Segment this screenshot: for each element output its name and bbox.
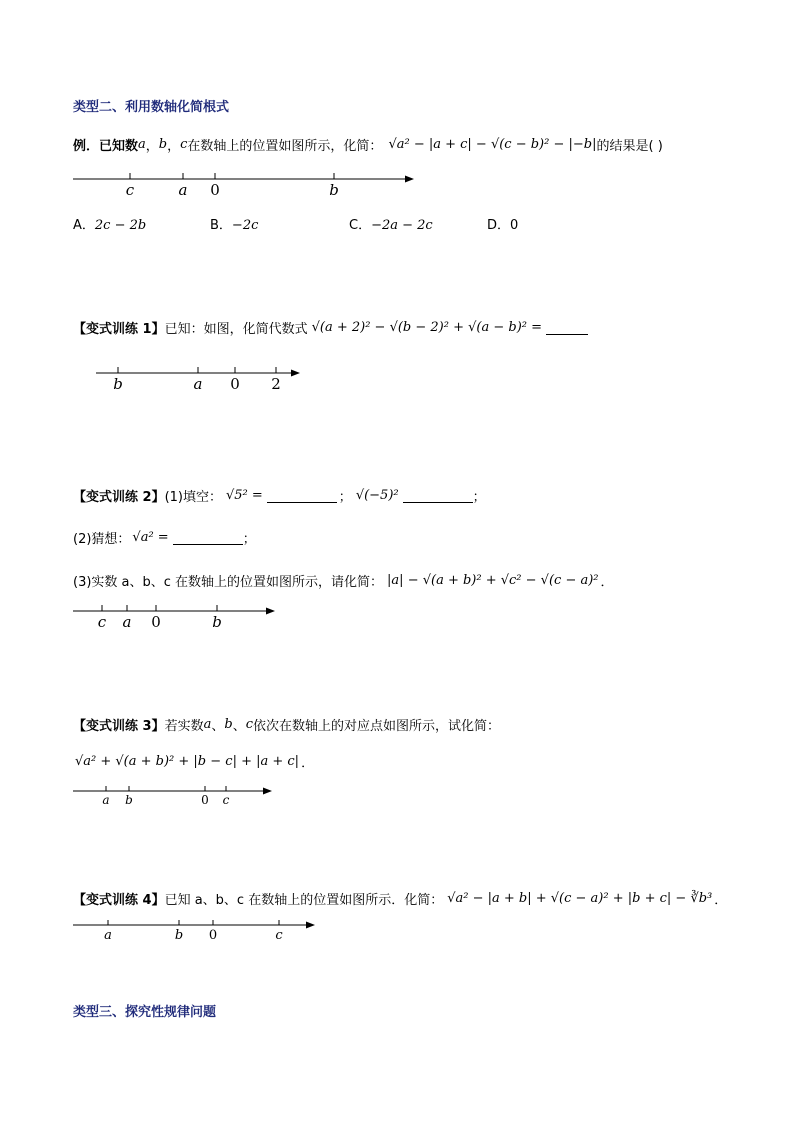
option-value: −2a − 2c: [371, 218, 433, 233]
var-c: c: [180, 137, 188, 152]
separator: ；: [338, 490, 352, 505]
axis-label-b: b: [329, 181, 339, 199]
axis-label-c: c: [275, 928, 283, 943]
exercise-text: (2)猜想：: [73, 532, 131, 547]
exercise-2-part-3: [73, 571, 614, 590]
exercise-3: [73, 715, 500, 734]
axis-label-zero: 0: [210, 181, 220, 199]
axis-label-c: c: [222, 793, 230, 807]
exercise-text: (3)实数 a、b、c 在数轴上的位置如图所示，请化简：: [73, 575, 384, 590]
var-b: b: [224, 717, 233, 732]
axis-label-a: a: [102, 793, 110, 807]
exercise-expression: √5² =: [226, 488, 263, 503]
example-text: 在数轴上的位置如图所示，化简：: [187, 139, 383, 154]
axis-arrow: [266, 608, 275, 615]
comma: ，: [145, 139, 159, 154]
axis-label-zero: 0: [151, 613, 161, 631]
axis-label-zero: 0: [230, 375, 240, 393]
exercise-3-expression-line: [75, 752, 314, 771]
option-label: B．: [210, 218, 232, 233]
exercise-text: 已知 a、b、c 在数轴上的位置如图所示．化简：: [164, 893, 444, 908]
section-title-type3: 类型三、探究性规律问题: [73, 1005, 217, 1020]
separator: ；: [242, 532, 256, 547]
exercise-tag: 【变式训练 2】: [73, 490, 165, 505]
axis-label-zero: 0: [201, 793, 209, 807]
exercise-text: 若实数: [164, 719, 204, 734]
axis-label-b: b: [212, 613, 222, 631]
period: ．: [600, 575, 614, 590]
exercise-text: 依次在数轴上的对应点如图所示，试化简：: [253, 719, 501, 734]
option-label: D．: [487, 218, 511, 233]
exercise-expression: √a² + √(a + b)² + |b − c| + |a + c|: [75, 754, 300, 769]
section-title-type2: 类型二、利用数轴化简根式: [73, 100, 230, 115]
example-prefix: 例．已知数: [73, 139, 139, 154]
axis-label-a: a: [122, 613, 132, 631]
exercise-2-part-2: [73, 528, 256, 547]
example-options: [73, 214, 573, 232]
period: ．: [714, 893, 728, 908]
answer-blank[interactable]: [267, 488, 337, 503]
axis-arrow: [405, 176, 414, 183]
exercise-expression: √a² − |a + b| + √(c − a)² + |b + c| − ∛b³: [447, 891, 713, 906]
axis-label-b: b: [174, 928, 184, 943]
answer-blank[interactable]: [173, 530, 243, 545]
exercise-expression: √a² =: [132, 530, 169, 545]
var-c: c: [245, 717, 253, 732]
exercise-expression: |a| − √(a + b)² + √c² − √(c − a)²: [387, 573, 599, 588]
axis-label-zero: 0: [208, 928, 218, 943]
answer-blank[interactable]: [403, 488, 473, 503]
exercise-1: [73, 318, 588, 337]
axis-label-two: 2: [271, 375, 281, 393]
var-b: b: [158, 137, 168, 152]
axis-label-b: b: [125, 793, 133, 807]
axis-arrow: [263, 788, 272, 795]
example-suffix: 的结果是( ): [596, 139, 663, 154]
option-value: −2c: [231, 218, 259, 233]
axis-label-c: c: [97, 613, 107, 631]
option-b[interactable]: [210, 214, 258, 233]
exercise-tag: 【变式训练 3】: [73, 719, 165, 734]
exercise-2-part-1: [73, 486, 486, 505]
separator: 、: [232, 719, 246, 734]
period: ．: [301, 756, 315, 771]
option-value: 2c − 2b: [94, 218, 147, 233]
exercise-expression: √(−5)²: [355, 488, 399, 503]
var-a: a: [138, 137, 146, 152]
option-label: A．: [73, 218, 95, 233]
exercise-4: [73, 889, 727, 908]
option-label: C．: [349, 218, 372, 233]
option-c[interactable]: [349, 214, 433, 233]
axis-label-a: a: [193, 375, 203, 393]
exercise-text: (1)填空：: [164, 490, 222, 505]
option-d[interactable]: [487, 214, 518, 233]
var-a: a: [203, 717, 212, 732]
option-value: 0: [510, 218, 519, 233]
axis-arrow: [306, 922, 315, 929]
axis-label-a: a: [178, 181, 188, 199]
exercise-tag: 【变式训练 1】: [73, 322, 165, 337]
exercise-tag: 【变式训练 4】: [73, 893, 165, 908]
answer-blank[interactable]: [546, 320, 588, 335]
exercise-expression: √(a + 2)² − √(b − 2)² + √(a − b)² =: [311, 320, 543, 335]
axis-label-c: c: [125, 181, 135, 199]
option-a[interactable]: [73, 214, 146, 233]
axis-label-b: b: [113, 375, 123, 393]
axis-label-a: a: [104, 928, 112, 943]
comma: ，: [167, 139, 181, 154]
axis-arrow: [291, 370, 300, 377]
separator: ；: [472, 490, 486, 505]
separator: 、: [211, 719, 225, 734]
exercise-text: 已知：如图，化简代数式: [164, 322, 308, 337]
example-expression: √a² − |a + c| − √(c − b)² − |−b|: [388, 137, 597, 152]
